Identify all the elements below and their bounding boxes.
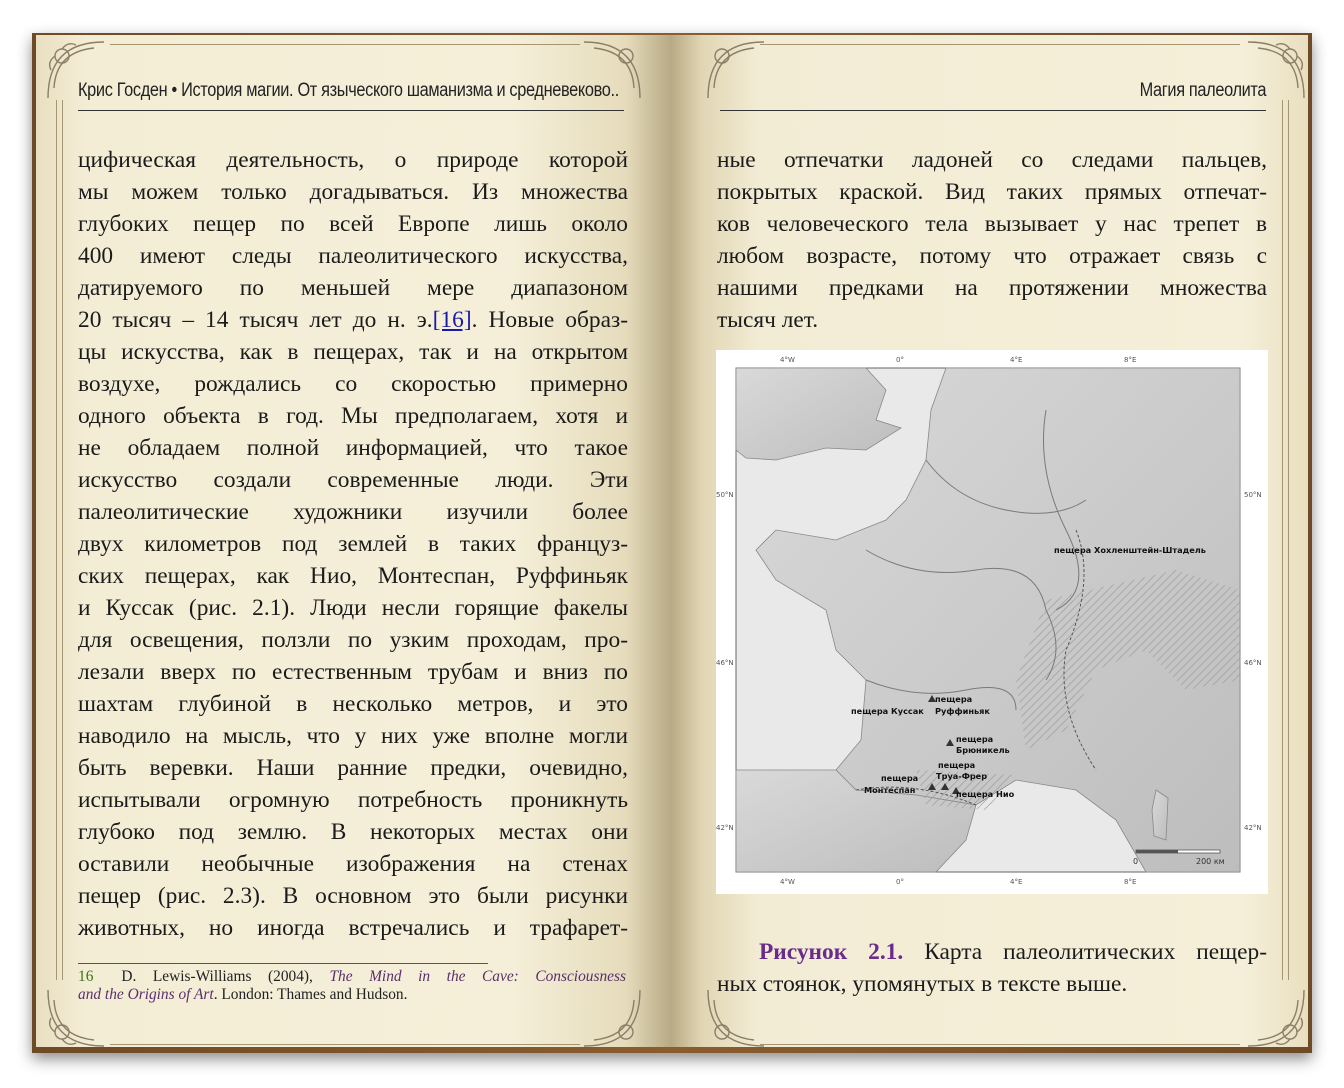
text-line: для освещения, ползли по узким проходам, про-: [78, 627, 628, 653]
tick-label-right: 46°N: [1244, 659, 1262, 667]
text-line: цифическая деятельность, о природе которой: [78, 147, 628, 173]
map-figure[interactable]: [716, 350, 1268, 894]
text-line: двух километров под землей в таких француз-: [78, 531, 628, 557]
tick-label-top: 8°E: [1124, 356, 1137, 364]
text-line: не обладаем полной информацией, что такое: [78, 435, 628, 461]
footnote-publisher: . London: Thames and Hudson.: [213, 986, 408, 1003]
footnote-line: [78, 968, 626, 986]
tick-label-bottom: 4°W: [780, 878, 795, 886]
tick-label-top: 0°: [896, 356, 904, 364]
text-line: мы можем только догадываться. Из множества: [78, 179, 628, 205]
text-segment: . Новые образ-: [471, 307, 628, 333]
right-body-text: [717, 144, 1267, 336]
tick-label-left: 50°N: [716, 491, 734, 499]
page-frame-left: [56, 100, 57, 980]
site-label: пещера Куссак: [851, 706, 924, 716]
footnote-line: [78, 986, 626, 1004]
text-line: животных, но иногда встречались и трафарет-: [78, 915, 628, 941]
page-frame-bottom: [110, 1044, 580, 1045]
site-label: Руффиньяк: [935, 706, 990, 716]
site-label: пещера: [935, 694, 973, 704]
page-frame-top: [110, 44, 580, 45]
text-line: палеолитические художники изучили более: [78, 499, 628, 525]
text-line: датируемого по меньшей мере диапазоном: [78, 275, 628, 301]
caption-line: [717, 936, 1267, 968]
page-frame-right: [1288, 100, 1289, 980]
site-label: пещера: [881, 773, 919, 783]
text-line: наводило на мысль, что у них уже вполне могли: [78, 723, 628, 749]
left-body-text: [78, 144, 628, 944]
caption-text: Карта палеолитических пещер-: [903, 939, 1267, 965]
caption-label: Рисунок 2.1.: [759, 939, 904, 965]
tick-label-bottom: 8°E: [1124, 878, 1137, 886]
site-label: пещера Хохленштейн-Штадель: [1054, 545, 1206, 555]
text-line: быть веревки. Наши ранние предки, очевидно,: [78, 755, 628, 781]
text-line: ских пещерах, как Нио, Монтеспан, Руффиньяк: [78, 563, 628, 589]
text-line: 400 имеют следы палеолитического искусства,: [78, 243, 628, 269]
tick-label-bottom: 4°E: [1010, 878, 1023, 886]
footnote-rule: [78, 963, 488, 964]
page-frame-top: [760, 44, 1240, 45]
site-label: Монтеспан: [864, 785, 916, 795]
corner-ornament-icon: [704, 38, 768, 102]
text-line: испытывали огромную потребность проникнуть: [78, 787, 628, 813]
text-segment: 20 тысяч – 14 тысяч лет до н. э.: [78, 307, 433, 333]
tick-label-top: 4°E: [1010, 356, 1023, 364]
site-label: пещера Нио: [956, 789, 1015, 799]
header-rule-left: [78, 110, 624, 111]
caption-line: ных стоянок, упомянутых в тексте выше.: [717, 971, 1128, 997]
site-label: Брюникель: [956, 745, 1010, 755]
running-head-right: Магия палеолита: [1139, 80, 1266, 101]
text-line: оставили необычные изображения на стенах: [78, 851, 628, 877]
text-line: пещер (рис. 2.3). В основном это были рисунки: [78, 883, 628, 909]
page-frame-bottom: [760, 1044, 1240, 1045]
tick-label-left: 46°N: [716, 659, 734, 667]
tick-label-bottom: 0°: [896, 878, 904, 886]
text-line: шахтам глубиной в несколько метров, и это: [78, 691, 628, 717]
site-label: пещера: [938, 760, 976, 770]
site-label: пещера: [956, 734, 994, 744]
text-line: лезали вверх по естественным трубам и вниз по: [78, 659, 628, 685]
tick-label-left: 42°N: [716, 824, 734, 832]
text-line: тысяч лет.: [717, 307, 819, 333]
scale-zero: 0: [1133, 857, 1139, 866]
text-line: ков человеческого тела вызывает у нас трепет в: [717, 211, 1267, 237]
scale-label: 200 км: [1196, 857, 1225, 866]
footnote-link[interactable]: [16]: [432, 307, 472, 333]
landmass: [1152, 790, 1168, 840]
footnote: [78, 968, 626, 1004]
tick-label-top: 4°W: [780, 356, 795, 364]
map-svg: [716, 350, 1268, 894]
header-rule-right: [720, 110, 1266, 111]
page-frame-left: [62, 100, 63, 980]
text-line: [78, 304, 628, 336]
figure-caption: [717, 936, 1267, 1000]
footnote-author: D. Lewis-Williams (2004),: [121, 968, 313, 985]
tick-label-right: 42°N: [1244, 824, 1262, 832]
text-line: покрытых краской. Вид таких прямых отпечат-: [717, 179, 1267, 205]
text-line: глубоко под землю. В некоторых местах они: [78, 819, 628, 845]
page-frame-right: [1282, 100, 1283, 980]
text-line: ные отпечатки ладоней со следами пальцев,: [717, 147, 1267, 173]
site-label: Труа-Фрер: [936, 771, 988, 781]
text-line: воздухе, рождались со скоростью примерно: [78, 371, 628, 397]
text-line: нашими предками на протяжении множества: [717, 275, 1267, 301]
footnote-title: The Mind in the Cave: Consciousness: [329, 968, 626, 985]
text-line: одного объекта в год. Мы предполагаем, хотя и: [78, 403, 628, 429]
footnote-number[interactable]: 16: [78, 968, 94, 985]
running-head-left: Крис Госден • История магии. От языческого шаманизма и средневеково..: [78, 80, 619, 101]
tick-label-right: 50°N: [1244, 491, 1262, 499]
text-line: и Куссак (рис. 2.1). Люди несли горящие факелы: [78, 595, 628, 621]
footnote-title: and the Origins of Art: [78, 986, 214, 1003]
text-line: цы искусства, как в пещерах, так и на открытом: [78, 339, 628, 365]
text-line: искусство создали современные люди. Эти: [78, 467, 628, 493]
text-line: любом возрасте, потому что отражает связь с: [717, 243, 1267, 269]
text-line: глубоких пещер по всей Европе лишь около: [78, 211, 628, 237]
